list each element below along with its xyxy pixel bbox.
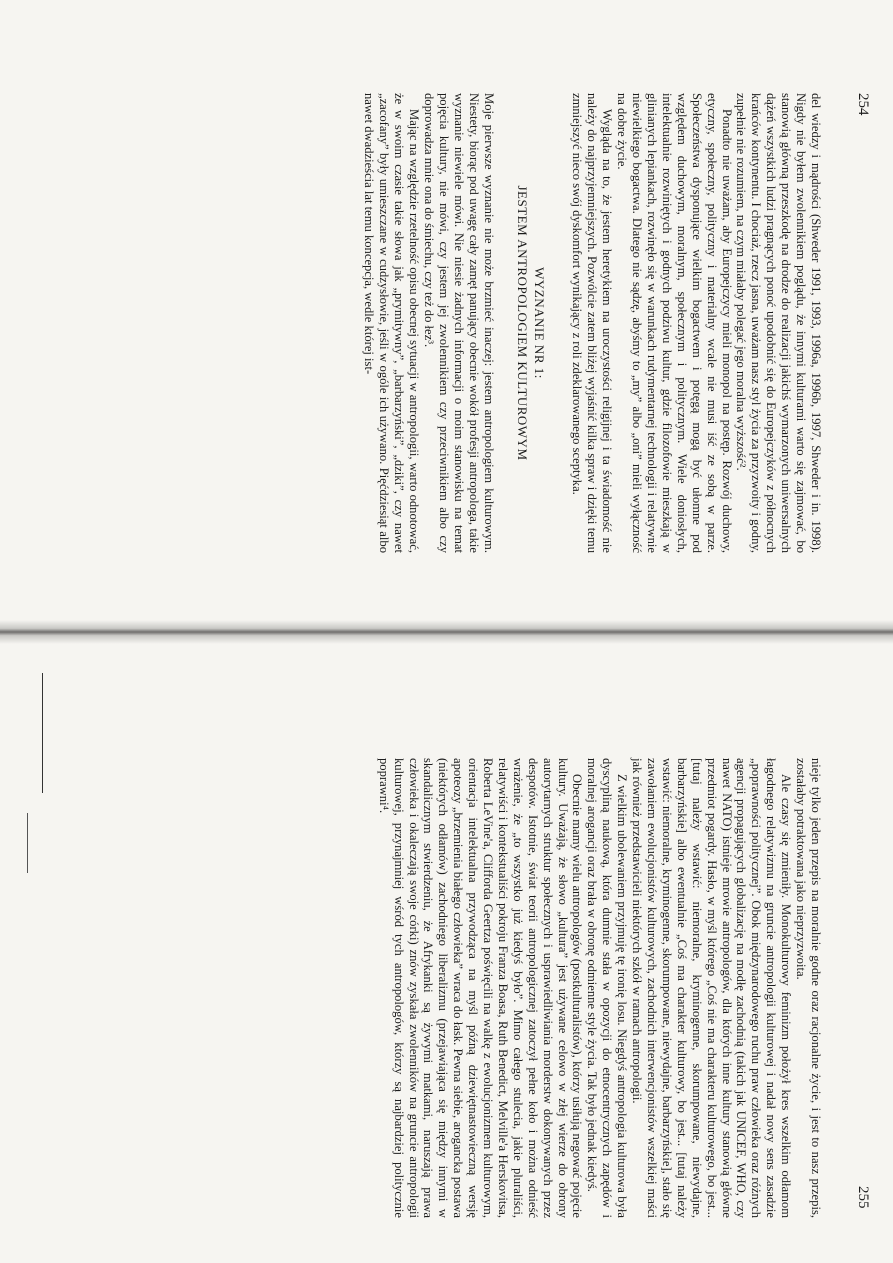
paragraph: Obecnie mamy wielu antropologów (postkulturalistów), którzy usiłują negować pojęcie kultury. Uważają, że słowo „kultura” jest używane celowo w złej wierze do obrony autorytarnych struktur społecznych i usprawiedliwiania morderstw dokonywanych przez despotów. Istotnie, świat teorii antropologicznej zatoczył pełne koło i można odnieść wrażenie, że „to wszystko już kiedyś było”. Mimo całego stulecia, jakie pluraliści, relatywiści i kontekstualiści pokroju Franza Boasa, Ruth Benedict, Melville'a Herskovitsa, Roberta LeVine'a, Clifforda Geertza poświęcili na walkę z ewolucjonizmem kulturowym, orientacja intelektualna przywodząca na myśl późną dziewiętnastowieczną wersję apoteozy „brzemienia białego człowieka” wraca do łask. Pewna siebie, arogancka postawa (niektórych odłamów) zachodniego liberalizmu (przejawiająca się między innymi w skandalicznym stwierdzeniu, że Afrykanki są żywymi matkami, naruszają prawa człowieka i okaleczają swoje córki) znów zyskała zwolenników na gruncie antropologii kulturowej, przynajmniej wśród tych antropologów, którzy są najbardziej politycznie poprawni⁴. bbox=[376, 758, 585, 1218]
paragraph: Mając na względzie rzetelność opisu obecnej sytuacji w antropologii, warto odnotować, że w swoim czasie takie słowa jak „prymitywny”, „barbarzyński”, „dziki”, czy nawet „zacofany” były umieszczane w cudzysłowie, jeśli w ogóle ich używano. Pięćdziesiąt albo nawet dwadzieścia lat temu koncepcja, wedle której ist- bbox=[362, 93, 422, 553]
right-page bbox=[0, 633, 893, 1263]
paragraph: Moje pierwsze wyznanie nie może brzmieć inaczej: jestem antropologiem kulturowym. Niestety, biorąc pod uwagę cały zamęt panujący obecnie wokół profesji antropologa, takie wyznanie niewiele mówi. Nie niesie żadnych informacji o moim stanowisku na temat pojęcia kultury, nie mówi, czy jestem jej zwolennikiem czy przeciwnikiem albo czy doprowadza mnie ona do śmiechu, czy też do łez³. bbox=[421, 93, 496, 553]
page-number-left: 254 bbox=[855, 93, 871, 116]
left-page-text bbox=[361, 93, 823, 553]
heading-line-1: WYZNANIE NR 1: bbox=[531, 267, 547, 379]
page-edge-line bbox=[27, 813, 28, 873]
paragraph: Z wielkim ubolewaniem przyjmuję tę ironię losu. Niegdyś antropologia kulturowa była dyscypliną naukową, która dumnie stała w opozycji do etnocentrycznych zapędów i moralnej arogancji oraz brała w obronę odmienne style życia. Tak było jednak kiedyś. bbox=[585, 758, 630, 1218]
paragraph: Wygląda na to, że jestem heretykiem na uroczystości religijnej i ta świadomość nie należy do najprzyjemniejszych. Pozwólcie zatem bliżej wyjaśnić kilka spraw i dzięki temu zmniejszyć nieco swój dyskomfort wynikający z roli zdeklarowanego sceptyka. bbox=[570, 93, 615, 553]
right-page-text bbox=[376, 758, 823, 1218]
page-edge-line bbox=[42, 673, 43, 793]
heading-line-2: JESTEM ANTROPOLOGIEM KULTUROWYM bbox=[514, 185, 530, 461]
left-page bbox=[0, 0, 893, 630]
page-number-right: 255 bbox=[855, 1186, 871, 1209]
paragraph: Ale czasy się zmieniły. Monokulturowy feminizm położył kres wszelkim odłamom łagodnego relatywizmu na gruncie antropologii kulturowej i nadał nowy sens zasadzie „poprawności politycznej”. Obok międzynarodowego ruchu praw człowieka oraz różnych agencji propagujących globalizację na modłę zachodnią (takich jak UNICEF, WHO, czy nawet NATO) istnieje mrowie antropologów, dla których inne kultury stanowią główne przedmiot pogardy. Hasło, w myśl którego „Coś nie ma charakteru kulturowego, bo jest... [tutaj należy wstawić: niemoralne, kryminogenne, skorumpowane, niewydajne, barbarzyńskie] albo ewentualnie „Coś ma charakter kulturowy, bo jest... [tutaj należy wstawić: niemoralne, kryminogenne, skorumpowane, niewydajne, barbarzyńskie], stało się zawołaniem ewolucjonistów kulturowych, zachodnich interwencjonistów wszelkiej maści jak również przedstawicieli niektórych szkół w ramach antropologii. bbox=[630, 758, 794, 1218]
paragraph: Ponadto nie uważam, aby Europejczycy mieli monopol na postęp. Rozwój duchowy, etyczny, społeczny, polityczny i materialny wcale nie musi iść ze sobą w parze. Społeczeństwa dysponujące wielkim bogactwem i potęgą mogą być ułomne pod względem duchowym, moralnym, społecznym i politycznym. Wiele doniosłych, intelektualnie rozwiniętych i godnych podziwu kultur, gdzie filozofowie mieszkają w glinianych lepiankach, rozwinęło się w warunkach rudymentarnej technologii i relatywnie niewielkiego bogactwa. Dlatego nie sądzę, abyśmy to „my” albo „oni” mieli wyłączność na dobre życie. bbox=[615, 93, 734, 553]
section-heading bbox=[514, 93, 548, 553]
paragraph: del wiedzy i mądrości (Shweder 1991, 1993, 1996a, 1996b, 1997, Shweder i in. 1998). Nigdy nie byłem zwolennikiem poglądu, że innymi kulturami warto się zajmować, bo stanowią główną przeszkodę na drodze do realizacji jakichś wymarzonych uniwersalnych dążeń wszystkich ludzi pragnących ponoć upodobnić się do Europejczyków z północnych krańców kontynentu. I chociaż, rzecz jasna, uważam nasz styl życia za przyzwoity i godny, zupełnie nie rozumiem, na czym miałaby polegać jego moralna wyższość². bbox=[734, 93, 823, 553]
paragraph: nieje tylko jeden przepis na moralnie godne oraz racjonalne życie, i jest to nasz przepis, zostałaby potraktowana jako nieprzyzwoita. bbox=[794, 758, 823, 1218]
